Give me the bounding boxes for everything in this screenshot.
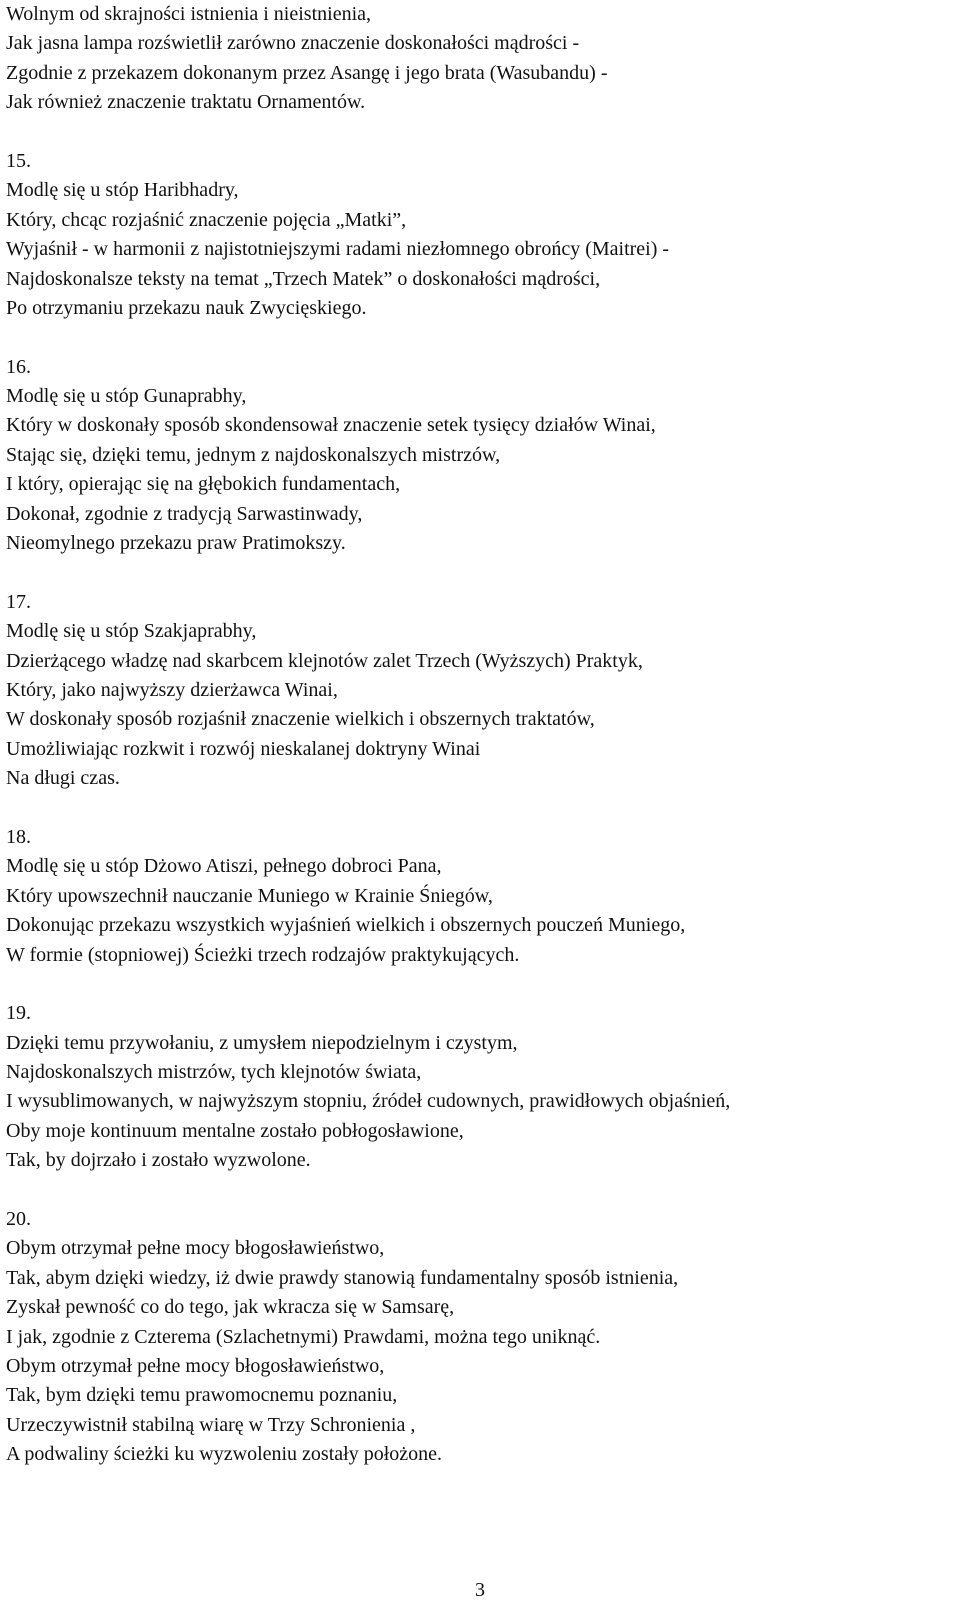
verse-number: 17.	[6, 590, 31, 613]
text-line: A podwaliny ścieżki ku wyzwoleniu zostały położone.	[6, 1443, 443, 1466]
verse-16	[6, 353, 954, 559]
text-line: W doskonały sposób rozjaśnił znaczenie wielkich i obszernych traktatów,	[6, 708, 595, 731]
text-line: Modlę się u stóp Dżowo Atiszi, pełnego dobroci Pana,	[6, 855, 442, 878]
verse-number: 20.	[6, 1208, 31, 1231]
text-line: Jak jasna lampa rozświetlił zarówno znaczenie doskonałości mądrości -	[6, 32, 580, 55]
verse-number: 15.	[6, 149, 31, 172]
text-line: Tak, bym dzięki temu prawomocnemu poznaniu,	[6, 1384, 398, 1407]
text-line: Który upowszechnił nauczanie Muniego w Krainie Śniegów,	[6, 884, 493, 907]
text-line: Modlę się u stóp Haribhadry,	[6, 179, 239, 202]
page-number: 3	[475, 1579, 485, 1601]
text-line: I jak, zgodnie z Czterema (Szlachetnymi) Prawdami, można tego uniknąć.	[6, 1325, 601, 1348]
text-line: Najdoskonalsze teksty na temat „Trzech Matek” o doskonałości mądrości,	[6, 267, 601, 290]
text-line: Dokonał, zgodnie z tradycją Sarwastinwady,	[6, 502, 363, 525]
text-line: Jak również znaczenie traktatu Ornamentów.	[6, 91, 366, 114]
text-line: Obym otrzymał pełne mocy błogosławieństwo,	[6, 1237, 385, 1260]
text-line: Wolnym od skrajności istnienia i nieistnienia,	[6, 3, 371, 25]
text-line: Modlę się u stóp Szakjaprabhy,	[6, 620, 257, 643]
verse-20	[6, 1205, 954, 1470]
text-line: Wyjaśnił - w harmonii z najistotniejszymi radami niezłomnego obrońcy (Maitrei) -	[6, 238, 670, 261]
verse-18	[6, 823, 954, 970]
text-line: Który w doskonały sposób skondensował znaczenie setek tysięcy działów Winai,	[6, 414, 656, 437]
text-line: I wysublimowanych, w najwyższym stopniu, źródeł cudownych, prawidłowych objaśnień,	[6, 1090, 731, 1113]
text-line: Tak, abym dzięki wiedzy, iż dwie prawdy stanowią fundamentalny sposób istnienia,	[6, 1266, 679, 1289]
text-line: Po otrzymaniu przekazu nauk Zwycięskiego.	[6, 296, 367, 319]
text-line: Urzeczywistnił stabilną wiarę w Trzy Schronienia ,	[6, 1413, 416, 1436]
text-line: Oby moje kontinuum mentalne zostało pobłogosławione,	[6, 1119, 464, 1142]
text-line: Dzierżącego władzę nad skarbcem klejnotów zalet Trzech (Wyższych) Praktyk,	[6, 649, 643, 672]
text-line: W formie (stopniowej) Ścieżki trzech rodzajów praktykujących.	[6, 943, 520, 966]
text-line: Na długi czas.	[6, 767, 120, 790]
text-line: Zyskał pewność co do tego, jak wkracza się w Samsarę,	[6, 1296, 455, 1319]
verse-number: 19.	[6, 1002, 31, 1025]
text-line: I który, opierając się na głębokich fundamentach,	[6, 473, 401, 496]
text-line: Obym otrzymał pełne mocy błogosławieństwo,	[6, 1354, 385, 1377]
verse-15	[6, 147, 954, 323]
text-line: Umożliwiając rozkwit i rozwój nieskalanej doktryny Winai	[6, 737, 481, 760]
text-line: Zgodnie z przekazem dokonanym przez Asangę i jego brata (Wasubandu) -	[6, 61, 608, 84]
text-line: Tak, by dojrzało i zostało wyzwolone.	[6, 1149, 311, 1172]
verse-17	[6, 588, 954, 794]
text-line: Stając się, dzięki temu, jednym z najdoskonalszych mistrzów,	[6, 443, 501, 466]
verse-number: 16.	[6, 355, 31, 378]
text-line: Dzięki temu przywołaniu, z umysłem niepodzielnym i czystym,	[6, 1031, 518, 1054]
text-line: Najdoskonalszych mistrzów, tych klejnotów świata,	[6, 1061, 422, 1084]
text-line: Dokonując przekazu wszystkich wyjaśnień wielkich i obszernych pouczeń Muniego,	[6, 914, 686, 937]
verse-19	[6, 999, 954, 1175]
verse-number: 18.	[6, 825, 31, 848]
text-line: Nieomylnego przekazu praw Pratimokszy.	[6, 532, 346, 555]
text-line: Który, jako najwyższy dzierżawca Winai,	[6, 678, 338, 701]
text-line: Który, chcąc rozjaśnić znaczenie pojęcia „Matki”,	[6, 208, 407, 231]
document-page	[6, 0, 954, 1470]
intro-stanza	[6, 0, 954, 118]
text-line: Modlę się u stóp Gunaprabhy,	[6, 385, 247, 408]
